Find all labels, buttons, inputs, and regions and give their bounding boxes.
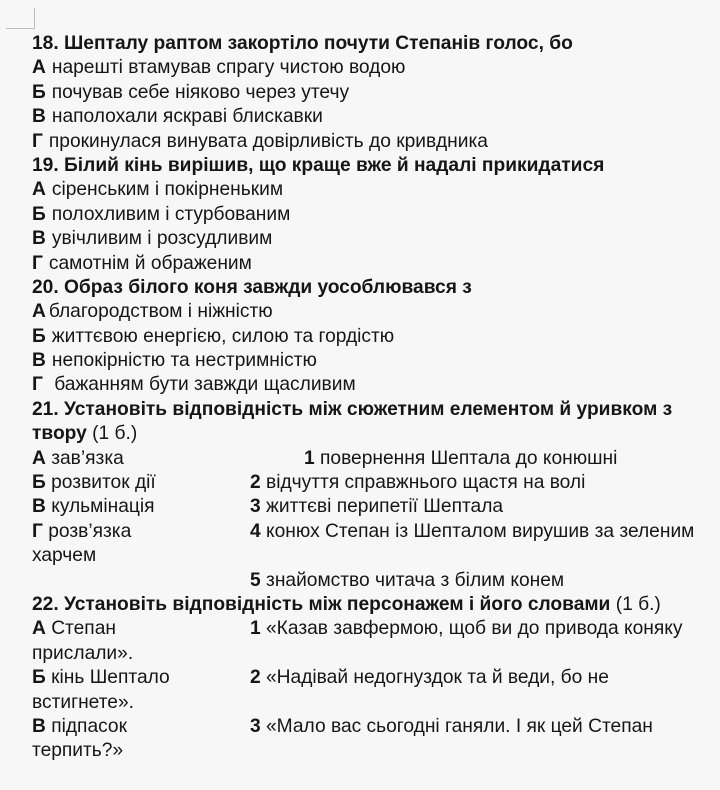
q22-left-a: А Степан [32, 618, 116, 640]
q22-left-b: Б кінь Шептало [32, 667, 170, 689]
q18-option-b: Б почував себе ніяково через утечу [32, 81, 350, 103]
q19-option-h: Г самотнім й ображеним [32, 252, 252, 274]
q21-row-4 [32, 520, 720, 544]
q21-right-3: 3 життєві перипетії Шептала [250, 496, 504, 518]
q22-row-a [32, 617, 720, 641]
q21-title-cont: твору (1 б.) [32, 423, 138, 445]
q18-option-v: В наполохали яскраві блискавки [32, 106, 323, 128]
q19-option-a: А сіренським і покірненьким [32, 179, 284, 201]
q21-title: 21. Установіть відповідність між сюжетним елементом й уривком з [32, 398, 673, 420]
q22-quote-3-wrap: терпить?» [32, 740, 124, 762]
q22-quote-2: 2 «Надівай недогнуздок та й веди, бо не [250, 667, 609, 689]
q21-left-h: Г розв’язка [32, 520, 132, 542]
q22-title: 22. Установіть відповідність між персонажем і його словами (1 б.) [32, 593, 661, 615]
q22-quote-1-wrap: прислали». [32, 642, 134, 664]
q21-left-a: А зав’язка [32, 447, 124, 469]
q20-title: 20. Образ білого коня завжди уособлювався з [32, 276, 472, 298]
q22-quote-2-wrap: встигнете». [32, 691, 134, 713]
q20-option-v: В непокірністю та нестримністю [32, 350, 317, 372]
q18-option-h: Г прокинулася винувата довірливість до кривдника [32, 130, 488, 152]
q21-right-4-wrap: харчем [32, 545, 97, 567]
document-body [32, 32, 720, 764]
q22-left-v: В підпасок [32, 715, 127, 737]
q21-row-1 [32, 447, 720, 471]
q20-option-a: А благородством і ніжністю [32, 301, 273, 323]
q22-quote-1: 1 «Казав завфермою, щоб ви до привода коняку [250, 618, 683, 640]
page-corner-marker [6, 8, 35, 29]
q21-right-2: 2 відчуття справжнього щастя на волі [250, 472, 586, 494]
q20-option-h: Г бажанням бути завжди щасливим [32, 374, 356, 396]
q22-quote-3: 3 «Мало вас сьогодні ганяли. І як цей Степан [250, 715, 653, 737]
q19-option-b: Б полохливим і стурбованим [32, 203, 291, 225]
q20-option-b: Б життєвою енергією, силою та гордістю [32, 325, 395, 347]
q22-row-b [32, 666, 720, 690]
q21-row-3 [32, 495, 720, 519]
q21-right-1: 1 повернення Шептала до конюшні [304, 447, 618, 469]
q18-option-a: А нарешті втамував спрагу чистою водою [32, 57, 406, 79]
q19-title: 19. Білий кінь вирішив, що краще вже й надалі прикидатися [32, 154, 605, 176]
q18-title: 18. Шепталу раптом закортіло почути Степанів голос, бо [32, 33, 573, 54]
q21-right-4: 4 конюх Степан із Шепталом вирушив за зеленим [250, 520, 695, 542]
q21-right-5: 5 знайомство читача з білим конем [250, 569, 565, 591]
q21-left-b: Б розвиток дії [32, 472, 156, 494]
q21-left-v: В кульмінація [32, 496, 155, 518]
q21-row-5 [32, 569, 720, 593]
q22-row-v [32, 715, 720, 739]
q21-row-2 [32, 471, 720, 495]
q19-option-v: В увічливим і розсудливим [32, 228, 273, 250]
